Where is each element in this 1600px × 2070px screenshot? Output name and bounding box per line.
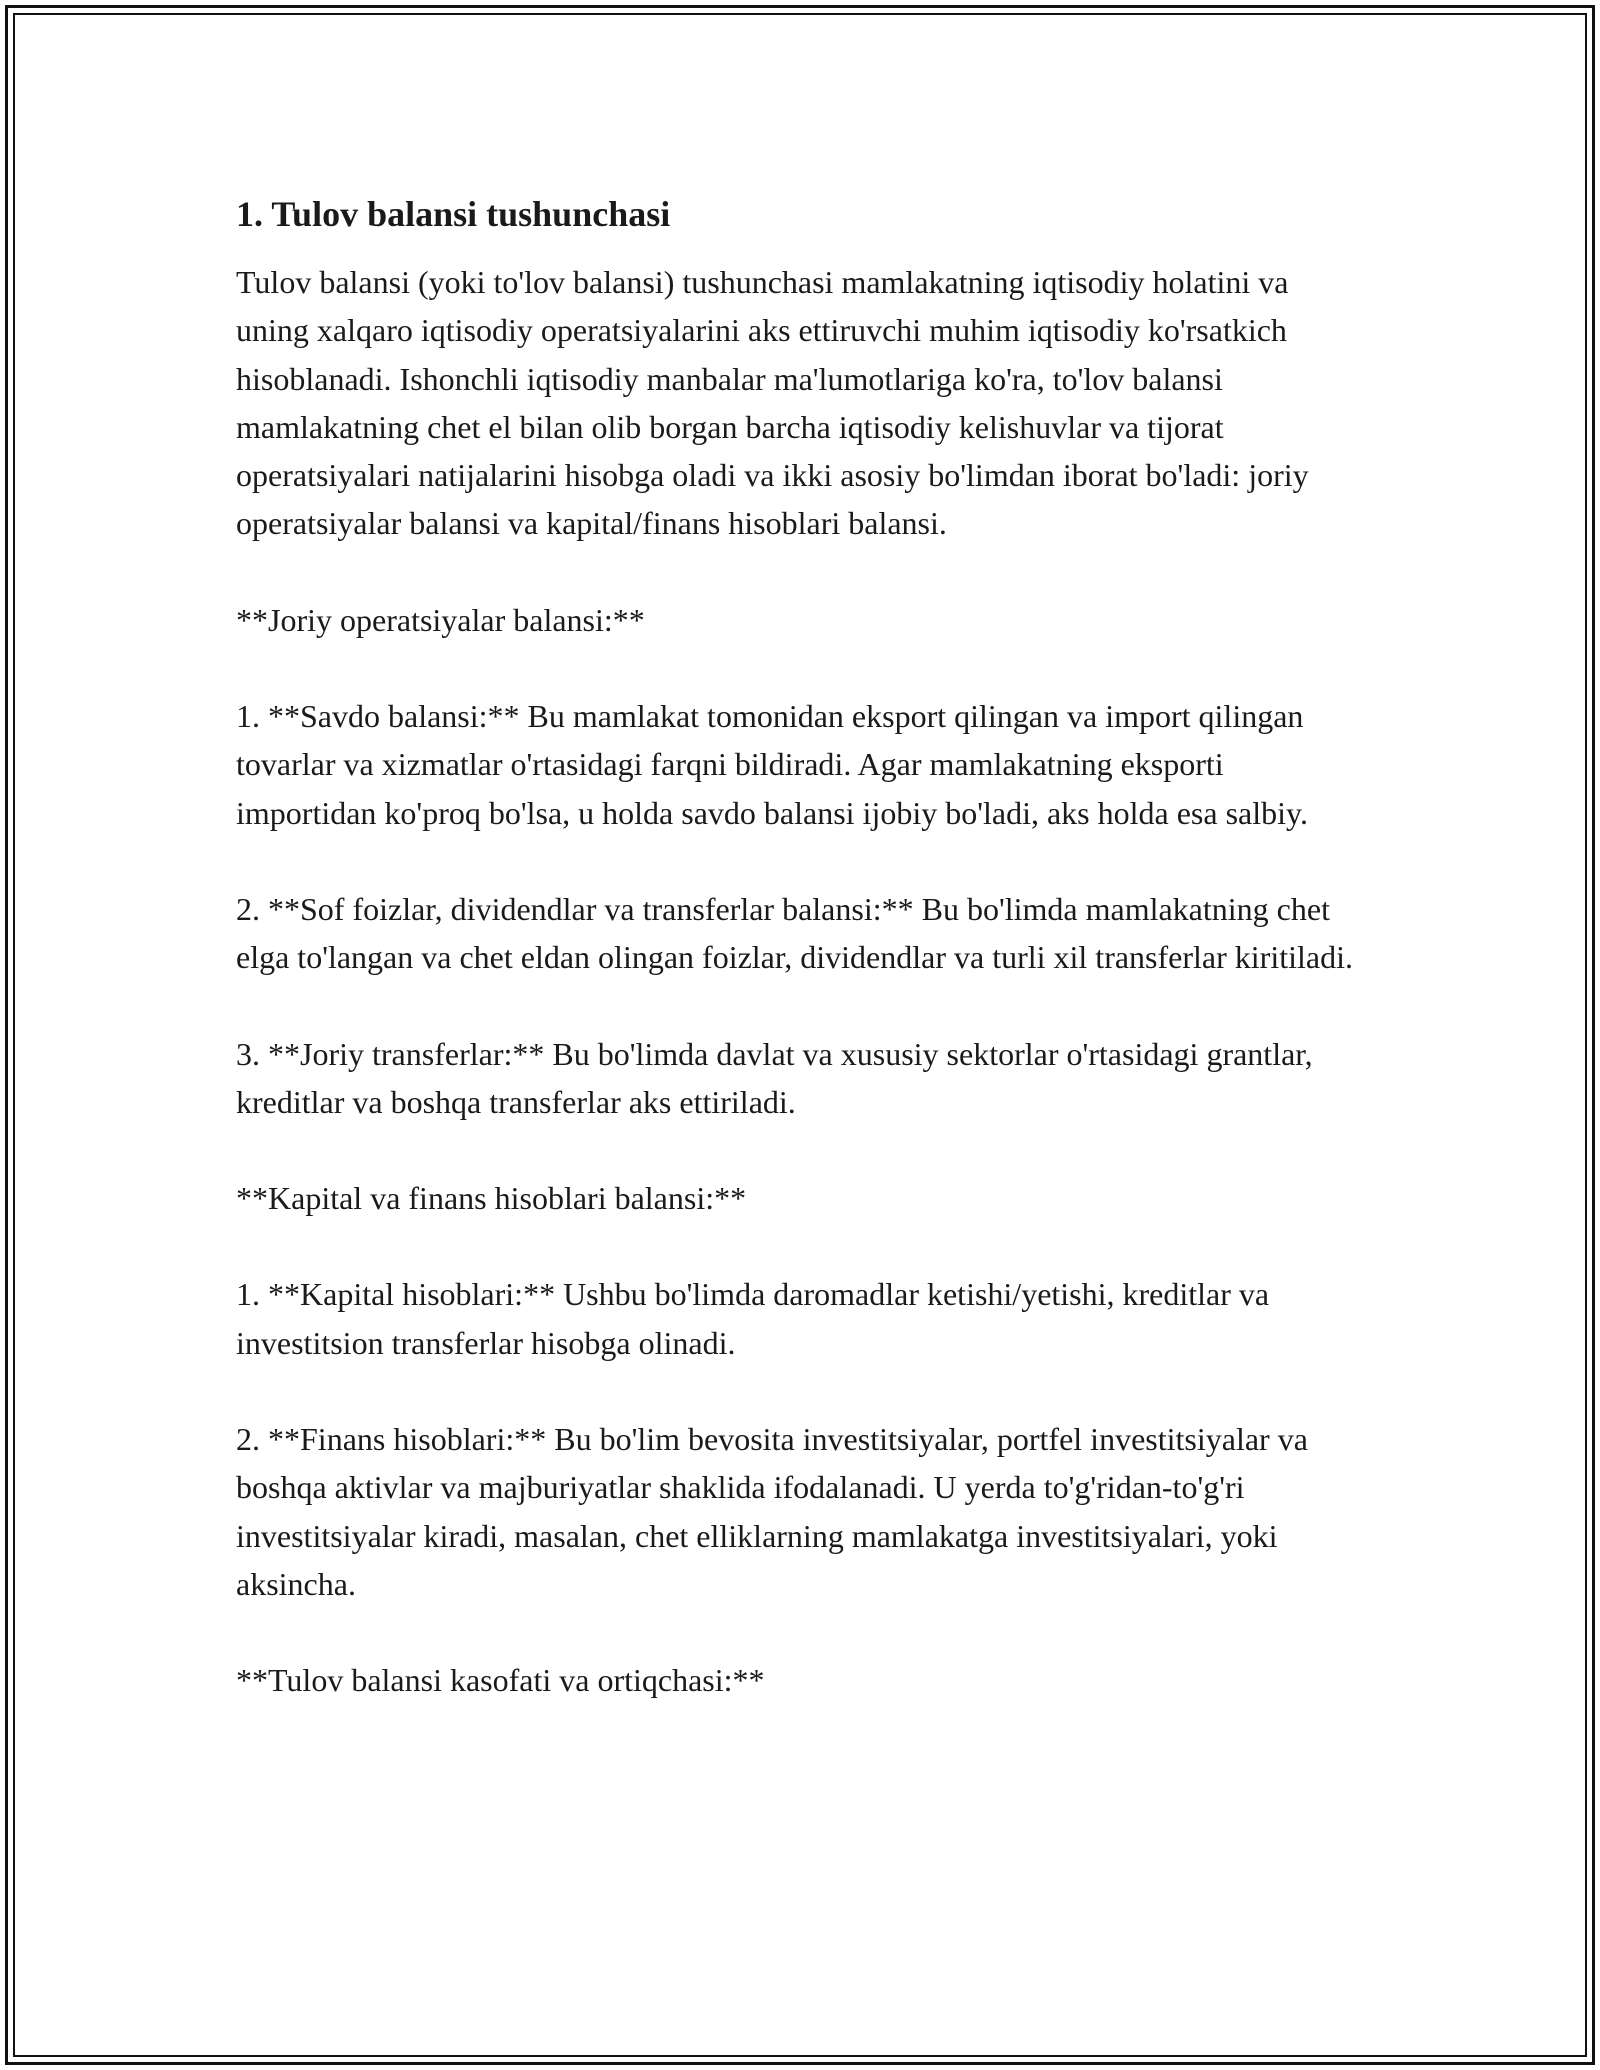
intro-paragraph: Tulov balansi (yoki to'lov balansi) tushunchasi mamlakatning iqtisodiy holatini va uning xalqaro iqtisodiy operatsiyalarini aks ettiruvchi muhim iqtisodiy ko'rsatkich hisoblanadi. Ishonchli iqtisodiy manbalar ma'lumotlariga ko'ra, to'lov balansi mamlakatning chet el bilan olib borgan barcha iqtisodiy kelishuvlar va tijorat operatsiyalari natijalarini hisobga oladi va ikki asosiy bo'limdan iborat bo'ladi: joriy operatsiyalar balansi va kapital/finans hisoblari balansi. [236,264,1309,542]
subheading-capital-financial: **Kapital va finans hisoblari balansi:** [236,1180,747,1217]
section-heading: 1. Tulov balansi tushunchasi [236,194,671,234]
document-body [236,190,1366,1753]
list-item-current-transfers: 3. **Joriy transferlar:** Bu bo'limda davlat va xususiy sektorlar o'rtasidagi grantlar, kreditlar va boshqa transferlar aks ettiriladi. [236,1035,1313,1120]
list-item-trade-balance: 1. **Savdo balansi:** Bu mamlakat tomonidan eksport qilingan va import qilingan tovarlar va xizmatlar o'rtasidagi farqni bildiradi. Agar mamlakatning eksporti importidan ko'proq bo'lsa, u holda savdo balansi ijobiy bo'ladi, aks holda esa salbiy. [236,698,1308,831]
subheading-deficit-surplus: **Tulov balansi kasofati va ortiqchasi:** [236,1662,765,1699]
list-item-financial-accounts: 2. **Finans hisoblari:** Bu bo'lim bevosita investitsiyalar, portfel investitsiyalar va boshqa aktivlar va majburiyatlar shaklida ifodalanadi. U yerda to'g'ridan-to'g'ri investitsiyalar kiradi, masalan, chet elliklarning mamlakatga investitsiyalari, yoki aksincha. [236,1421,1308,1602]
subheading-current-account: **Joriy operatsiyalar balansi:** [236,601,645,638]
list-item-capital-accounts: 1. **Kapital hisoblari:** Ushbu bo'limda daromadlar ketishi/yetishi, kreditlar va investitsion transferlar hisobga olinadi. [236,1276,1270,1361]
list-item-net-interest: 2. **Sof foizlar, dividendlar va transferlar balansi:** Bu bo'limda mamlakatning chet elga to'langan va chet eldan olingan foizlar, dividendlar va turli xil transferlar kiritiladi. [236,890,1353,976]
